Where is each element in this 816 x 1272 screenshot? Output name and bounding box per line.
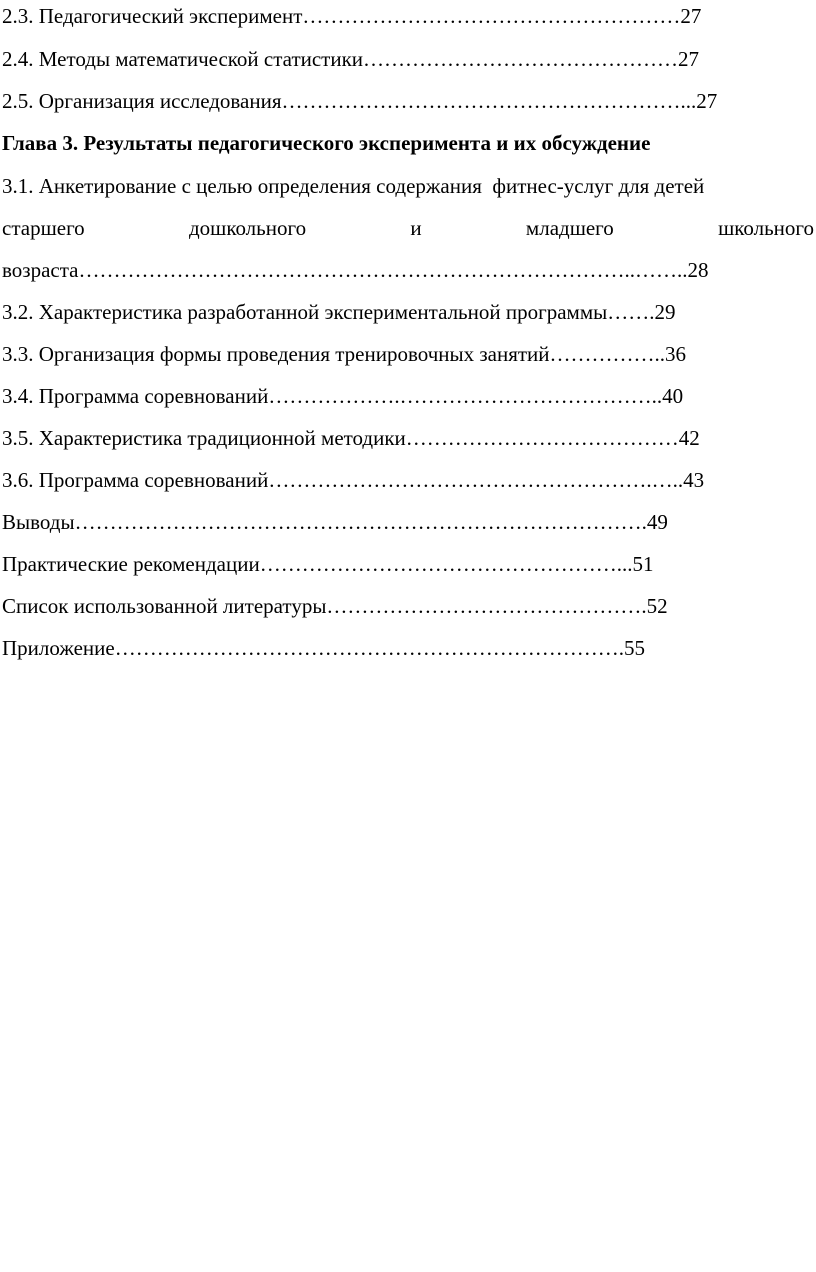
toc-entry-3-4: 3.4. Программа соревнований……………….………………………………..40 (2, 384, 684, 408)
toc-word: старшего (2, 216, 85, 240)
toc-entry-appendix: Приложение……………………………………………………………….55 (2, 636, 645, 660)
toc-word: и (410, 216, 422, 240)
toc-entry-3-1-end: возраста……………………………………………………………………..……..28 (2, 258, 709, 282)
toc-entry-2-4: 2.4. Методы математической статистики………………………………………27 (2, 47, 700, 71)
toc-entry-3-1-continuation (2, 214, 814, 242)
toc-word: младшего (525, 216, 614, 240)
toc-word: школьного (718, 216, 814, 240)
toc-entry-2-3: 2.3. Педагогический эксперимент………………………………………………27 (2, 4, 702, 28)
toc-entry-recommendations: Практические рекомендации……………………………………………...51 (2, 552, 654, 576)
toc-word: дошкольного (188, 216, 307, 240)
toc-entry-3-6: 3.6. Программа соревнований……………………………………………….…..43 (2, 468, 705, 492)
toc-entry-3-1: 3.1. Анкетирование с целью определения содержания фитнес-услуг для детей (2, 174, 705, 198)
toc-entry-references: Список использованной литературы……………………………………….52 (2, 594, 668, 618)
toc-entry-conclusions: Выводы……………………………………………………………………….49 (2, 510, 668, 534)
toc-entry-3-5: 3.5. Характеристика традиционной методики…………………………………42 (2, 426, 700, 450)
toc-entry-3-2: 3.2. Характеристика разработанной экспериментальной программы…….29 (2, 300, 676, 324)
toc-chapter-3-heading: Глава 3. Результаты педагогического эксперимента и их обсуждение (2, 131, 651, 155)
toc-entry-3-3: 3.3. Организация формы проведения тренировочных занятий……………..36 (2, 342, 687, 366)
toc-entry-2-5: 2.5. Организация исследования…………………………………………………...27 (2, 89, 718, 113)
